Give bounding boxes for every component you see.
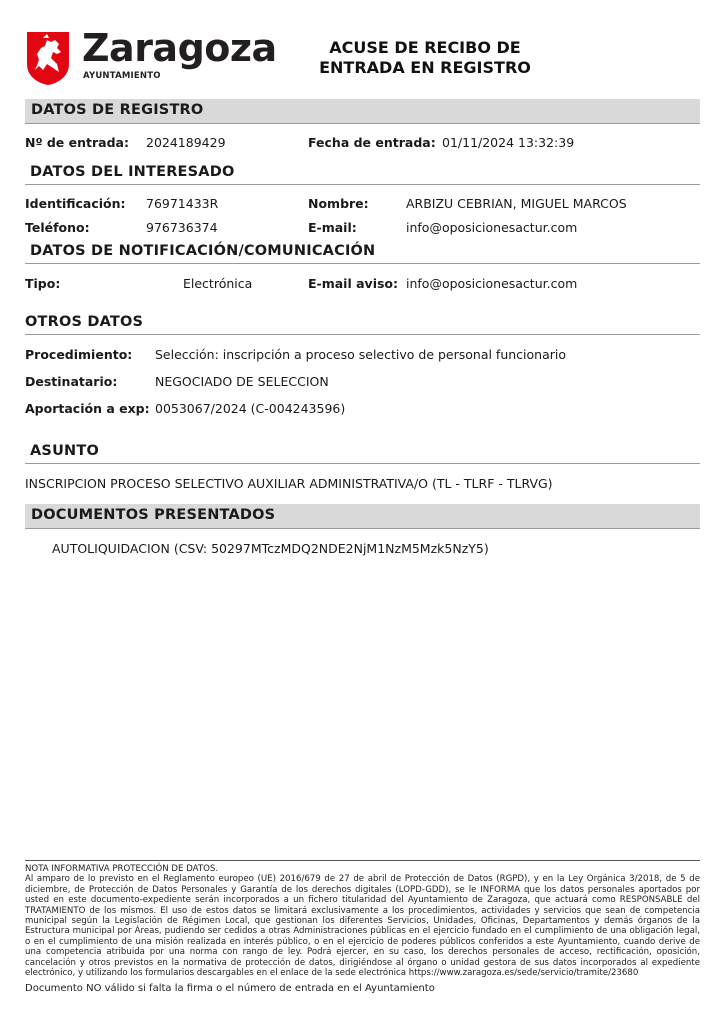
- label-nombre: Nombre:: [308, 196, 369, 211]
- value-email-aviso: info@oposicionesactur.com: [406, 276, 578, 291]
- document-title: [300, 38, 550, 78]
- note-title: NOTA INFORMATIVA PROTECCIÓN DE DATOS.: [25, 864, 219, 874]
- value-nombre: ARBIZU CEBRIAN, MIGUEL MARCOS: [406, 196, 627, 211]
- document-title-line2: ENTRADA EN REGISTRO: [319, 58, 531, 77]
- section-bar-documentos: [25, 504, 700, 529]
- section-bar-registro: [25, 99, 700, 124]
- section-otros: [25, 312, 700, 335]
- value-fecha-entrada: 01/11/2024 13:32:39: [442, 135, 575, 150]
- section-heading-asunto: ASUNTO: [30, 443, 99, 459]
- value-tipo: Electrónica: [183, 276, 253, 291]
- section-heading-registro: DATOS DE REGISTRO: [31, 102, 204, 118]
- logo-subtitle: AYUNTAMIENTO: [83, 71, 161, 81]
- note-body: Al amparo de lo previsto en el Reglamento europeo (UE) 2016/679 de 27 de abril de Protección de Datos (RGPD), y en la Ley Orgánica 3/2018, de 5 de diciembre, de Protección de Datos Personales y Garantía de los derechos digitales (LOPD-GDD), se le INFORMA que los datos personales aportados por usted en este documento-expediente serán incorporados a un fichero titularidad del Ayuntamiento de Zaragoza, que actuará como RESPONSABLE del TRATAMIENTO de los mismos. El uso de estos datos se limitará exclusivamente a los procedimientos, actividades y servicios que sean de competencia municipal según la Legislación de Régimen Local, que gestionan los diferentes Servicios, Unidades, Oficinas, Departamentos y demás órganos de la Estructura municipal por Áreas, pudiendo ser cedidos a otras Administraciones públicas en el ejercicio fundado en el cumplimiento de una obligación legal, o en el cumplimiento de una misión realizada en interés público, o en el ejercicio de poderes públicos conferidos a este Ayuntamiento, cuando derive de una competencia atribuida por una norma con rango de ley. Podrá ejercer, en su caso, los derechos personales de acceso, rectificación, oposición, cancelación y otros previstos en la normativa de protección de datos, dirigiéndose al órgano o unidad gestora de sus datos incorporados al expediente electrónico, y utilizando los formularios descargables en el enlace de la sede electrónica https://www.zaragoza.es/sede/servicio/tramite/23680: [25, 874, 700, 979]
- label-telefono: Teléfono:: [25, 220, 90, 235]
- value-numero-entrada: 2024189429: [146, 135, 226, 150]
- label-email-aviso: E-mail aviso:: [308, 276, 399, 291]
- section-heading-notificacion: DATOS DE NOTIFICACIÓN/COMUNICACIÓN: [30, 243, 376, 259]
- label-email: E-mail:: [308, 220, 357, 235]
- data-protection-note: [25, 864, 700, 978]
- value-email: info@oposicionesactur.com: [406, 220, 578, 235]
- value-procedimiento: Selección: inscripción a proceso selectivo de personal funcionario: [155, 347, 567, 362]
- section-heading-interesado: DATOS DEL INTERESADO: [30, 164, 235, 180]
- label-numero-entrada: Nº de entrada:: [25, 135, 129, 150]
- section-heading-otros: OTROS DATOS: [25, 314, 144, 330]
- value-identificacion: 76971433R: [146, 196, 219, 211]
- label-identificacion: Identificación:: [25, 196, 126, 211]
- label-aportacion: Aportación a exp:: [25, 401, 150, 416]
- value-aportacion: 0053067/2024 (C-004243596): [155, 401, 346, 416]
- value-destinatario: NEGOCIADO DE SELECCION: [155, 374, 329, 389]
- label-fecha-entrada: Fecha de entrada:: [308, 135, 436, 150]
- value-telefono: 976736374: [146, 220, 218, 235]
- label-procedimiento: Procedimiento:: [25, 347, 133, 362]
- zaragoza-lion-shield-icon: [25, 30, 71, 86]
- section-interesado: [25, 162, 700, 185]
- validity-notice: Documento NO válido si falta la firma o el número de entrada en el Ayuntamiento: [25, 983, 435, 994]
- section-heading-documentos: DOCUMENTOS PRESENTADOS: [31, 507, 276, 523]
- footer-divider: [25, 860, 700, 861]
- logo-name: Zaragoza: [82, 26, 277, 70]
- label-tipo: Tipo:: [25, 276, 61, 291]
- section-notificacion: [25, 241, 700, 264]
- label-destinatario: Destinatario:: [25, 374, 118, 389]
- section-asunto: [25, 441, 700, 464]
- document-title-line1: ACUSE DE RECIBO DE: [329, 38, 521, 57]
- document-item: AUTOLIQUIDACION (CSV: 50297MTczMDQ2NDE2NjM1NzM5Mzk5NzY5): [52, 541, 489, 556]
- value-asunto: INSCRIPCION PROCESO SELECTIVO AUXILIAR ADMINISTRATIVA/O (TL - TLRF - TLRVG): [25, 476, 553, 491]
